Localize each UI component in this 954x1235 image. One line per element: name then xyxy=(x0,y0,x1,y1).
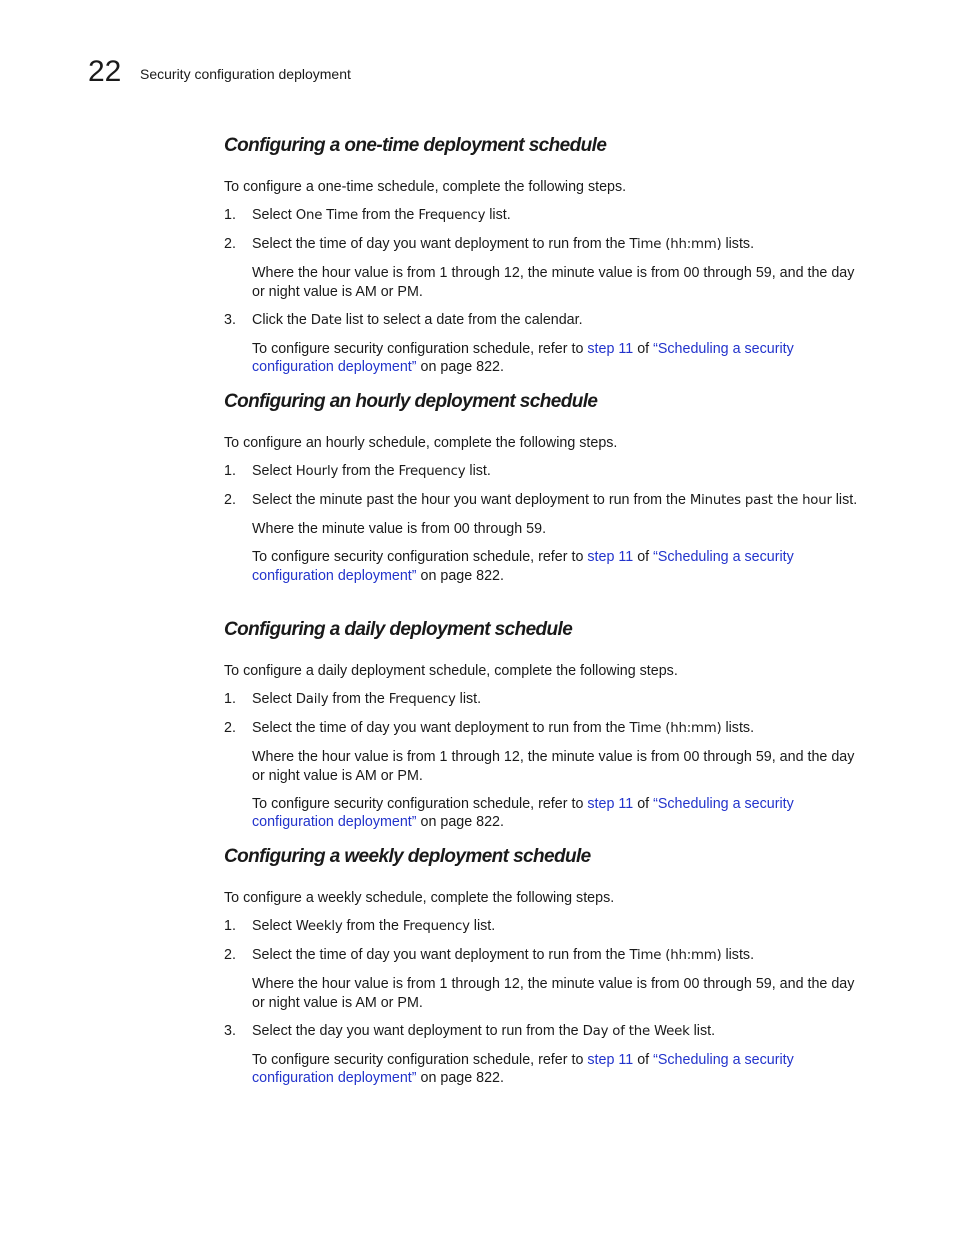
step-3 xyxy=(224,1022,864,1042)
step-note: Where the hour value is from 1 through 12, the minute value is from 00 through 59, and the day or night value is AM or PM. xyxy=(252,265,855,300)
ref-text: of xyxy=(633,549,654,565)
section-link[interactable]: configuration deployment” xyxy=(252,567,417,584)
step-text: Select the minute past the hour you want deployment to run from the xyxy=(252,492,690,508)
step-2 xyxy=(224,719,864,739)
ui-term: Frequency xyxy=(388,692,456,707)
step-text: Select the time of day you want deployment to run from the xyxy=(252,720,630,736)
step-text: lists. xyxy=(721,947,755,963)
section-title: Configuring a one-time deployment schedule xyxy=(224,135,607,156)
step-number: 3. xyxy=(224,311,236,328)
ref-text: on page 822. xyxy=(416,814,504,831)
step-1 xyxy=(224,917,864,937)
step-text: list. xyxy=(485,207,511,223)
step-text: Select xyxy=(252,463,296,479)
ui-term: Hourly xyxy=(295,464,339,479)
step-number: 2. xyxy=(224,947,236,963)
section-link[interactable]: “Scheduling a security xyxy=(653,795,794,812)
cross-reference xyxy=(224,1051,864,1088)
ui-term: One Time xyxy=(295,208,358,223)
step-text: Select the time of day you want deployment to run from the xyxy=(252,947,630,963)
step-text: Click the xyxy=(252,311,311,328)
step-text: from the xyxy=(342,918,403,934)
step-text: list to select a date from the calendar. xyxy=(341,311,583,328)
step-text: Select the time of day you want deployment to run from the xyxy=(252,236,630,252)
ref-text: To configure security configuration schedule, refer to xyxy=(252,1051,588,1068)
ui-term: Date xyxy=(310,312,342,328)
step-text: Select xyxy=(252,207,296,223)
ui-term: Time (hh:mm) xyxy=(629,237,722,252)
section-link[interactable]: configuration deployment” xyxy=(252,814,417,831)
step-text: list. xyxy=(831,492,858,508)
step-1 xyxy=(224,462,864,482)
section-title: Configuring a daily deployment schedule xyxy=(224,619,573,640)
section-weekly xyxy=(224,844,864,1088)
section-one-time xyxy=(224,133,864,377)
ref-text: of xyxy=(633,795,654,812)
step-text: from the xyxy=(338,463,399,479)
ui-term: Frequency xyxy=(418,208,486,223)
step-link[interactable]: step 11 xyxy=(587,549,634,565)
step-3 xyxy=(224,311,864,331)
section-link[interactable]: “Scheduling a security xyxy=(653,549,794,565)
step-2 xyxy=(224,946,864,966)
ref-text: of xyxy=(633,1051,654,1068)
step-text: list. xyxy=(689,1022,716,1039)
section-hourly xyxy=(224,389,864,585)
step-number: 1. xyxy=(224,691,236,707)
ref-text: on page 822. xyxy=(416,567,504,584)
cross-reference xyxy=(224,795,864,832)
step-text: list. xyxy=(469,918,496,934)
step-link[interactable]: step 11 xyxy=(587,795,634,812)
step-2 xyxy=(224,235,864,255)
section-link[interactable]: configuration deployment” xyxy=(252,1070,417,1087)
step-number: 2. xyxy=(224,492,236,508)
step-link[interactable]: step 11 xyxy=(587,340,634,357)
step-text: list. xyxy=(465,463,491,479)
section-intro: To configure an hourly schedule, complete the following steps. xyxy=(224,435,618,451)
section-link[interactable]: configuration deployment” xyxy=(252,359,417,376)
chapter-number: 22 xyxy=(88,55,122,88)
step-text: lists. xyxy=(721,236,755,252)
step-number: 1. xyxy=(224,918,236,934)
ref-text: of xyxy=(633,340,654,357)
ui-term: Frequency xyxy=(402,919,470,934)
section-link[interactable]: “Scheduling a security xyxy=(653,340,794,357)
section-title: Configuring a weekly deployment schedule xyxy=(224,846,591,867)
section-intro: To configure a daily deployment schedule, complete the following steps. xyxy=(224,663,678,679)
ui-term: Day of the Week xyxy=(582,1023,690,1039)
page-header xyxy=(88,52,788,92)
ui-term: Frequency xyxy=(398,464,466,479)
ref-text: on page 822. xyxy=(416,359,504,376)
ref-text: on page 822. xyxy=(416,1070,504,1087)
step-number: 3. xyxy=(224,1022,236,1039)
step-text: from the xyxy=(357,207,419,223)
step-link[interactable]: step 11 xyxy=(587,1051,634,1068)
step-note: Where the hour value is from 1 through 12, the minute value is from 00 through 59, and the day or night value is AM or PM. xyxy=(252,749,855,784)
step-note: Where the minute value is from 00 through 59. xyxy=(252,521,547,537)
step-text: Select the day you want deployment to run from the xyxy=(252,1022,583,1039)
step-number: 1. xyxy=(224,207,236,223)
step-number: 2. xyxy=(224,236,236,252)
section-title: Configuring an hourly deployment schedule xyxy=(224,391,598,412)
ui-term: Weekly xyxy=(295,919,343,934)
ui-term: Time (hh:mm) xyxy=(629,721,722,736)
ui-term: Time (hh:mm) xyxy=(629,948,722,963)
ref-text: To configure security configuration schedule, refer to xyxy=(252,340,588,357)
cross-reference xyxy=(224,340,864,377)
step-text: list. xyxy=(455,691,482,707)
step-2 xyxy=(224,491,864,511)
ui-term: Daily xyxy=(295,692,329,707)
step-number: 2. xyxy=(224,720,236,736)
step-note: Where the hour value is from 1 through 12, the minute value is from 00 through 59, and the day or night value is AM or PM. xyxy=(252,976,855,1011)
cross-reference xyxy=(224,548,864,585)
section-daily xyxy=(224,617,864,832)
step-text: from the xyxy=(328,691,389,707)
ui-term: Minutes past the hour xyxy=(689,493,832,508)
step-text: Select xyxy=(252,691,296,707)
section-intro: To configure a one-time schedule, complete the following steps. xyxy=(224,179,627,195)
chapter-title: Security configuration deployment xyxy=(140,66,351,82)
step-1 xyxy=(224,206,864,226)
step-text: Select xyxy=(252,918,296,934)
section-link[interactable]: “Scheduling a security xyxy=(653,1051,794,1068)
ref-text: To configure security configuration schedule, refer to xyxy=(252,549,588,565)
ref-text: To configure security configuration schedule, refer to xyxy=(252,795,588,812)
step-text: lists. xyxy=(721,720,755,736)
section-intro: To configure a weekly schedule, complete the following steps. xyxy=(224,890,615,906)
step-number: 1. xyxy=(224,463,236,479)
step-1 xyxy=(224,690,864,710)
